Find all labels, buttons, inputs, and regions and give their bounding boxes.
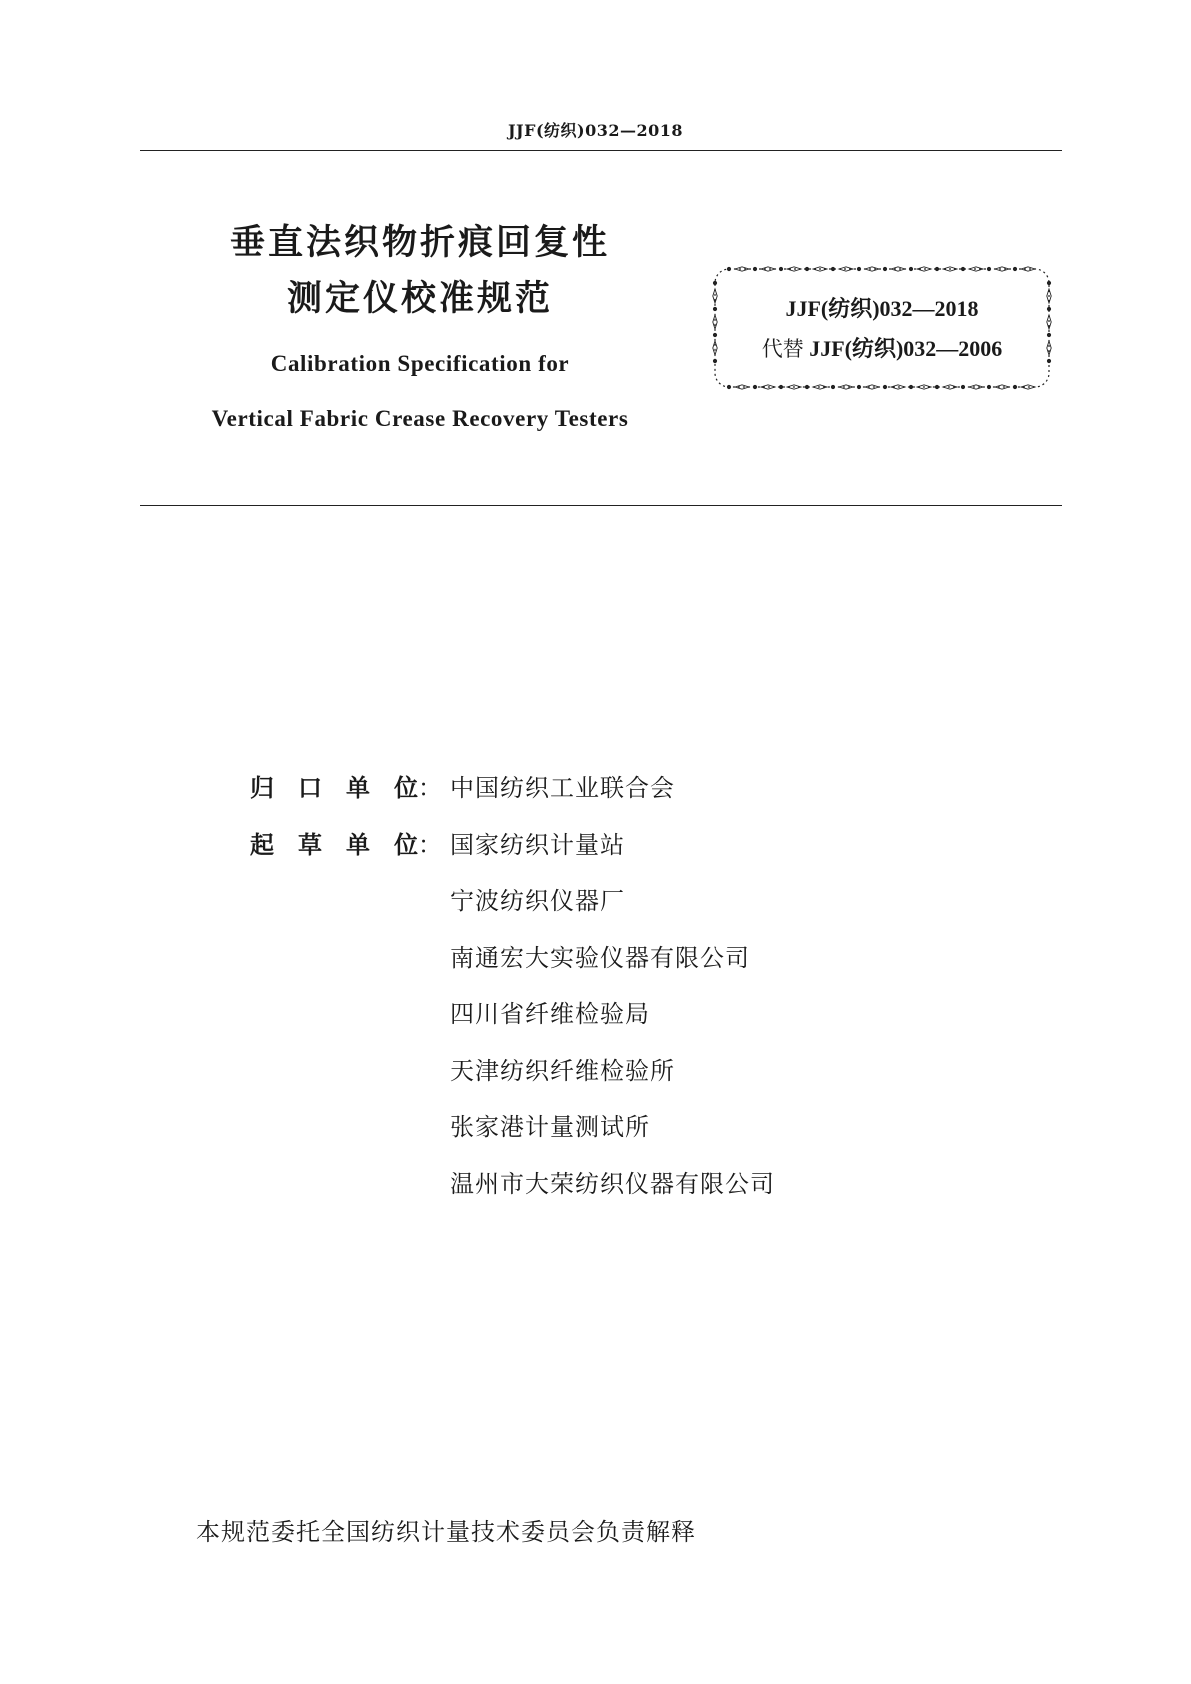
label-char: 单 [346,830,370,859]
border-dot [883,267,887,271]
english-title-line-1: Calibration Specification for [270,351,570,376]
border-dot [805,385,809,389]
label-char: 起 [250,830,274,859]
label-colon: ： [418,830,442,859]
drafting-unit-row [250,889,775,946]
border-dot [831,267,835,271]
drafting-unit-value: 温州市大荣纺织仪器有限公司 [450,1169,775,1198]
border-diamond [943,385,957,389]
border-dot [1047,281,1051,285]
english-title-line-2: Vertical Fabric Crease Recovery Testers [211,406,629,431]
border-dot [987,267,991,271]
border-dot [909,267,913,271]
border-diamond [995,385,1009,389]
border-dot [857,267,861,271]
drafting-unit-value: 天津纺织纤维检验所 [450,1056,675,1085]
border-diamond [761,267,775,271]
standard-code-box [712,266,1052,390]
border-dot [779,267,783,271]
border-dot [883,385,887,389]
border-diamond [1021,267,1035,271]
drafting-unit-row [250,1056,775,1116]
current-code: JJF(纺织)032—2018 [785,296,979,321]
border-dot [779,385,783,389]
border-diamond [865,267,879,271]
label-char: 位 [394,830,418,859]
drafting-unit-row [250,1002,775,1059]
drafting-unit-row [250,1115,775,1172]
border-dot [753,385,757,389]
border-diamond [995,267,1009,271]
label-char: 草 [298,830,322,859]
border-dot [935,267,939,271]
responsible-unit-value: 中国纺织工业联合会 [450,774,675,802]
drafting-unit-row [250,830,775,890]
responsible-unit-label [250,776,450,800]
border-dot [831,385,835,389]
border-dot [713,333,717,337]
border-diamond [969,385,983,389]
drafting-unit-value: 国家纺织计量站 [450,830,625,859]
units-section [250,776,775,1228]
border-dot [753,267,757,271]
border-diamond [865,385,879,389]
decorative-border [712,266,1052,390]
replaced-code: JJF(纺织)032—2006 [809,336,1003,361]
drafting-unit-value: 南通宏大实验仪器有限公司 [450,943,750,972]
chinese-title-line-1: 垂直法织物折痕回复性 [229,223,610,263]
border-dot [1047,333,1051,337]
border-dot [805,267,809,271]
responsible-unit-row [250,776,775,833]
border-dot [1013,385,1017,389]
border-dot [961,385,965,389]
drafting-unit-row [250,1169,775,1229]
label-char: 口 [298,774,322,802]
header-divider [140,150,1062,151]
border-dot [961,267,965,271]
drafting-unit-value: 张家港计量测试所 [450,1113,650,1141]
border-dot [935,385,939,389]
border-dot [727,385,731,389]
drafting-unit-row [250,943,775,1003]
chinese-title-line-2: 测定仪校准规范 [286,279,553,319]
border-diamond [839,385,853,389]
drafting-unit-value: 宁波纺织仪器厂 [450,887,625,915]
label-char: 单 [346,774,370,802]
header-standard-code: JJF(纺织)032—2018 [507,121,684,140]
border-dot [987,385,991,389]
replaces-prefix: 代替 [761,337,804,361]
border-dot [857,385,861,389]
border-dot [909,385,913,389]
interpretation-note: 本规范委托全国纺织计量技术委员会负责解释 [196,1518,696,1546]
border-dot [727,267,731,271]
border-dot [1013,267,1017,271]
border-diamond [891,267,905,271]
label-char: 归 [250,774,274,802]
border-diamond [735,385,749,389]
border-dot [713,281,717,285]
label-char: 位 [394,774,418,802]
label-colon: ： [418,774,442,802]
border-diamond [813,385,827,389]
drafting-unit-label [250,830,450,859]
title-divider [140,505,1062,506]
replaces-line [712,338,1052,360]
border-diamond [735,267,749,271]
drafting-unit-value: 四川省纤维检验局 [450,1000,650,1028]
